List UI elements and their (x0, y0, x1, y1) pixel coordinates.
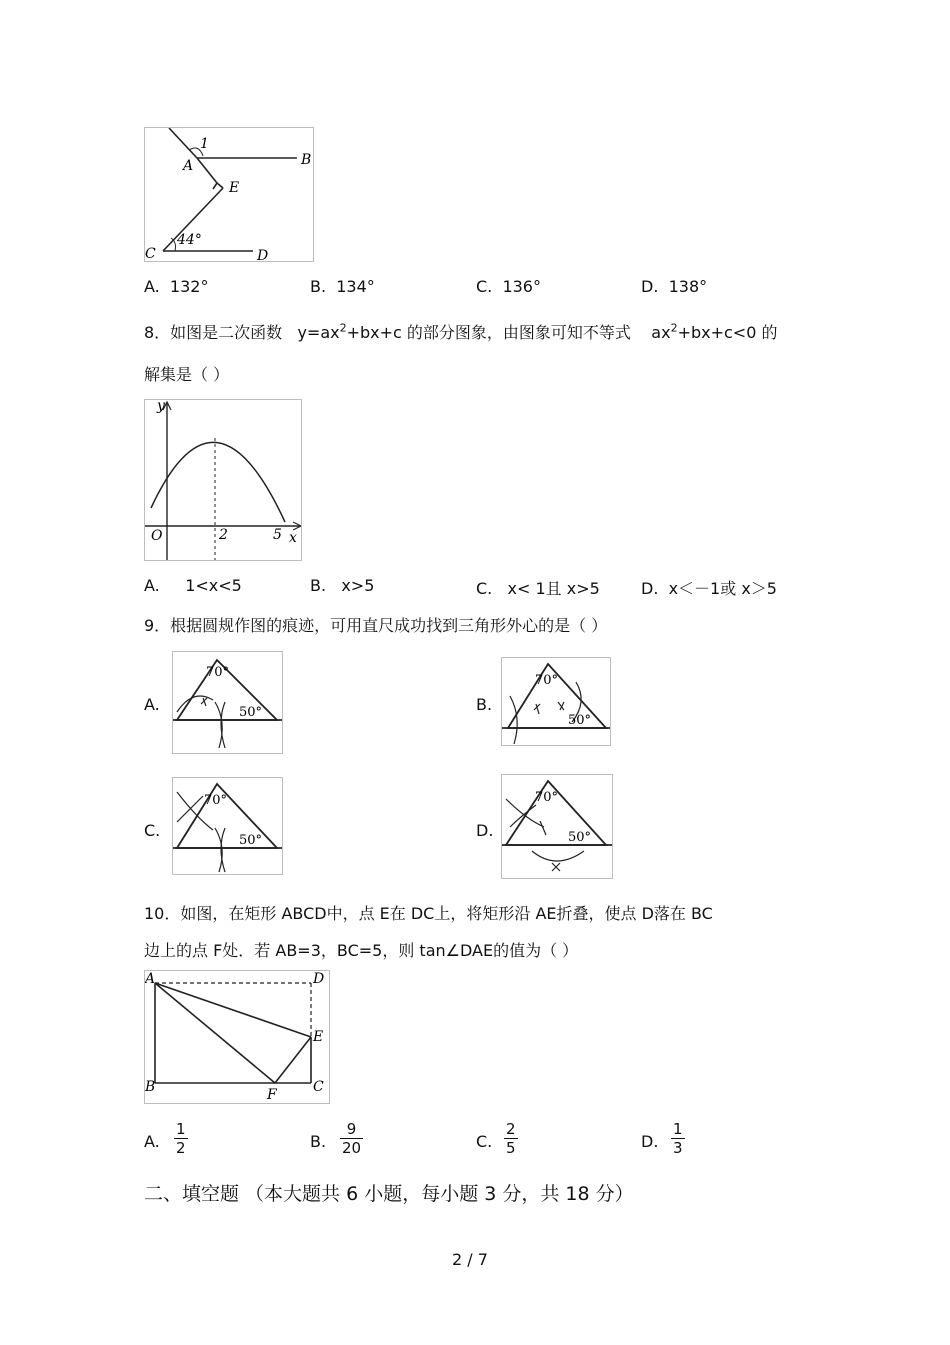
q8-option-b: B. x>5 (310, 576, 375, 595)
q9-figure-b (501, 657, 611, 746)
q7-label-angle-c: 44° (177, 232, 202, 248)
q8-label-two: 2 (219, 527, 228, 543)
q9d-angle-top: 70° (535, 790, 559, 805)
q10-option-b-fraction: $\frac{9}{20}$ (342, 1120, 362, 1157)
page-number: 2 / 7 (452, 1250, 488, 1269)
q10-option-a-letter: A. (144, 1132, 160, 1151)
q7-option-c: C. 136° (476, 277, 541, 296)
q9c-angle-right: 50° (239, 833, 263, 848)
q8-label-x: x (289, 530, 297, 546)
q9a-angle-right: 50° (239, 705, 263, 720)
q10-figure (144, 970, 330, 1104)
q7-label-e: E (229, 180, 240, 196)
q7-option-a: A. 132° (144, 277, 209, 296)
q7-figure (144, 127, 314, 262)
q10-label-e: E (313, 1029, 324, 1045)
q9-option-b-label: B. (476, 695, 493, 714)
q10-label-c: C (313, 1079, 324, 1095)
q10-label-b: B (145, 1079, 156, 1095)
q10-stem-line2: 边上的点 F处．若 AB=3，BC=5，则 tan∠DAE的值为（ ） (144, 941, 579, 960)
q8-label-origin: O (151, 528, 163, 544)
q9c-angle-top: 70° (204, 793, 228, 808)
q8-label-five: 5 (273, 527, 282, 543)
q9a-angle-top: 70° (206, 665, 230, 680)
q9-figure-a (172, 651, 283, 754)
q8-option-a: A. 1<x<5 (144, 576, 242, 595)
q10-option-b-letter: B. (310, 1132, 327, 1151)
q10-label-d: D (313, 971, 325, 987)
q10-option-a-fraction: $\frac{1}{2}$ (176, 1120, 186, 1157)
q7-option-d: D. 138° (641, 277, 708, 296)
q9-figure-d (501, 774, 613, 879)
q9d-angle-right: 50° (568, 830, 592, 845)
q10-stem-line1: 10．如图，在矩形 ABCD中，点 E在 DC上，将矩形沿 AE折叠，使点 D落在 BC (144, 904, 713, 923)
q8-label-y: y (157, 400, 165, 414)
q10-label-f: F (267, 1087, 277, 1103)
q7-option-b: B. 134° (310, 277, 375, 296)
q8-stem-line1: 8．如图是二次函数 $y=ax^2+bx+c$ 的部分图象，由图象可知不等式 $ax^2+bx+c<0$ 的 (144, 321, 778, 342)
q8-option-d: D. x＜－1或 x＞5 (641, 579, 777, 598)
q8-figure (144, 399, 302, 561)
q9b-angle-top: 70° (535, 673, 559, 688)
q9-stem: 9．根据圆规作图的痕迹，可用直尺成功找到三角形外心的是（ ） (144, 616, 608, 635)
q10-option-d-letter: D. (641, 1132, 659, 1151)
q7-label-angle1: 1 (200, 136, 209, 152)
q9-option-c-label: C. (144, 821, 161, 840)
q7-label-c: C (145, 246, 156, 261)
q9b-angle-right: 50° (568, 713, 592, 728)
q7-label-a: A (183, 158, 194, 174)
q10-option-c-fraction: $\frac{2}{5}$ (506, 1120, 516, 1157)
q7-label-d: D (257, 248, 269, 261)
q8-option-c: C. x< 1且 x>5 (476, 579, 600, 598)
q9-figure-c (172, 777, 283, 875)
q10-option-d-fraction: $\frac{1}{3}$ (673, 1120, 683, 1157)
q7-label-b: B (301, 152, 312, 168)
q9-option-d-label: D. (476, 821, 494, 840)
q10-option-c-letter: C. (476, 1132, 493, 1151)
q8-stem-line2: 解集是（ ） (144, 365, 230, 384)
q10-label-a: A (145, 971, 156, 987)
section-heading-fill-in: 二、填空题 （本大题共 6 小题，每小题 3 分，共 18 分） (144, 1183, 634, 1205)
q9-option-a-label: A. (144, 695, 160, 714)
